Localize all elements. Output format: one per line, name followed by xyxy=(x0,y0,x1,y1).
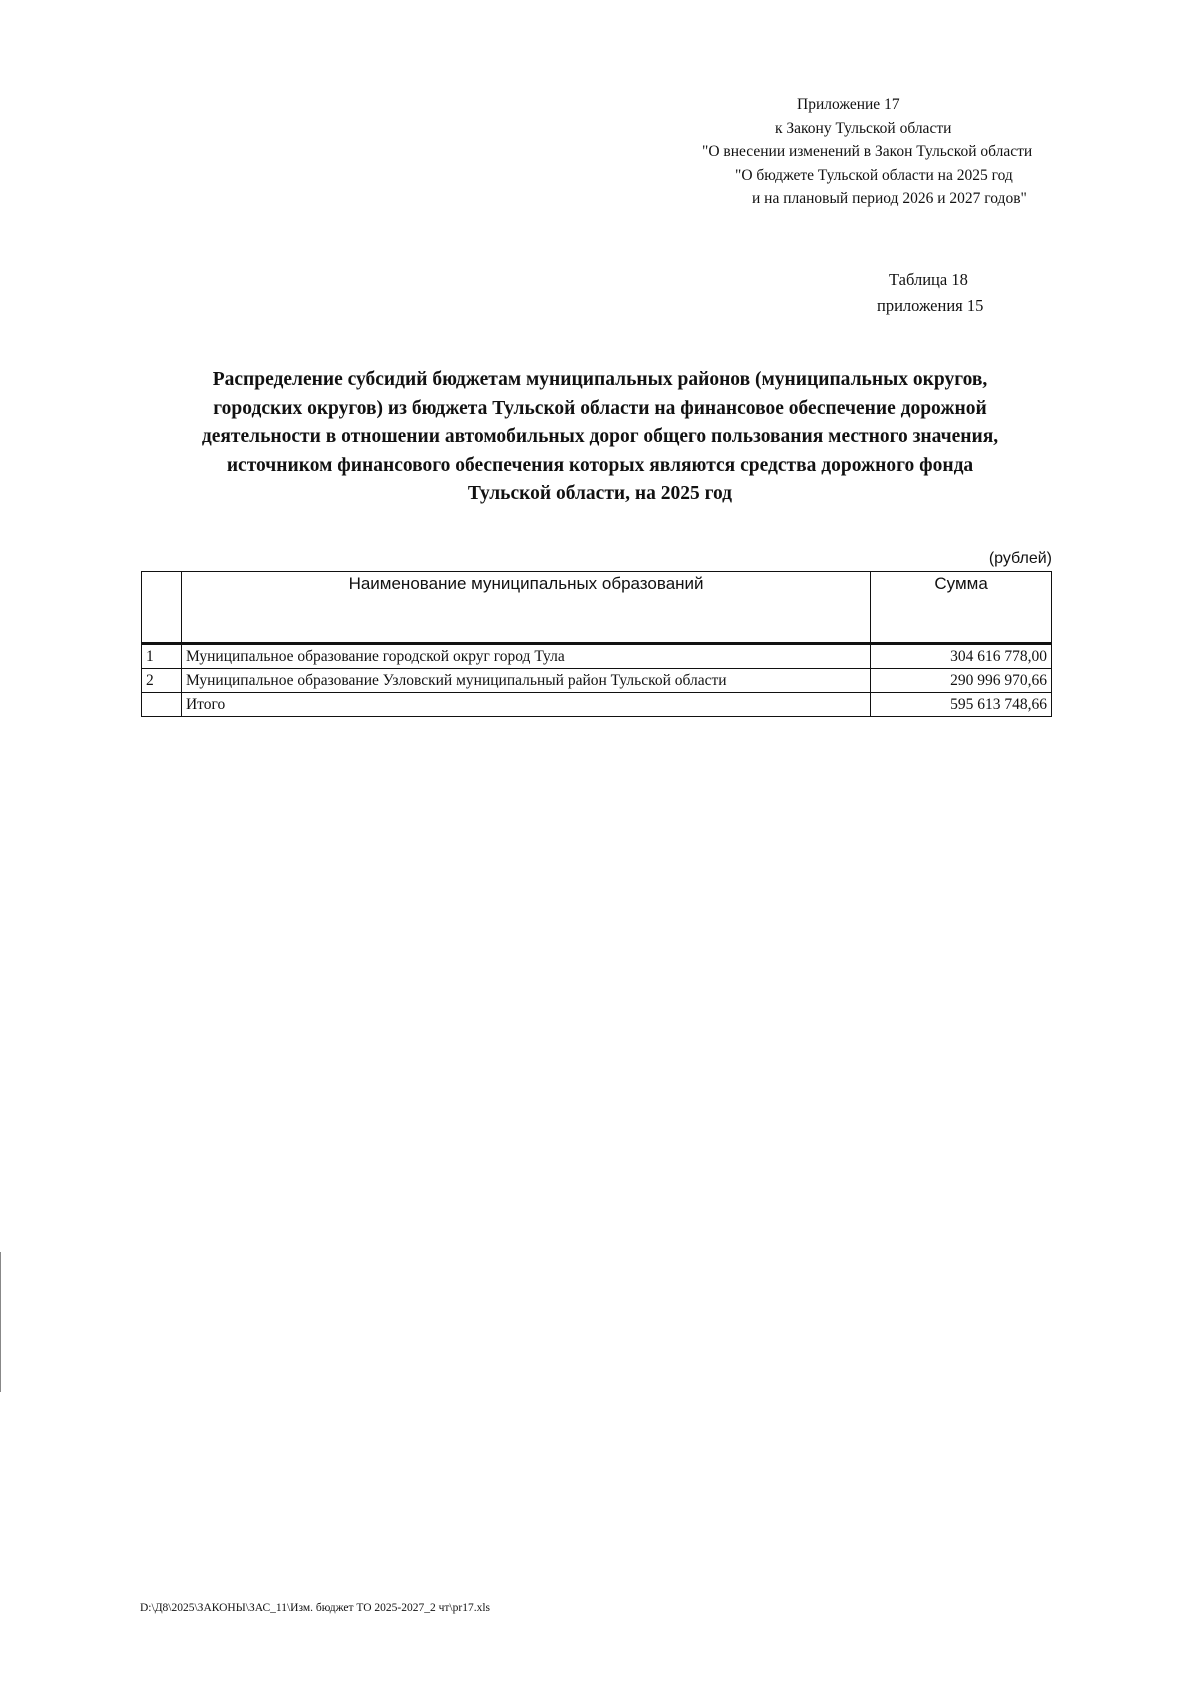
document-title xyxy=(140,366,1060,509)
row-number xyxy=(142,693,182,717)
title-line-4: источником финансового обеспечения которых являются средства дорожного фонда xyxy=(226,454,974,476)
title-line-2: городских округов) из бюджета Тульской области на финансовое обеспечение дорожной xyxy=(213,397,987,419)
table-reference-line-2: приложения 15 xyxy=(877,296,984,315)
title-line-1: Распределение субсидий бюджетам муниципальных районов (муниципальных округов, xyxy=(212,369,988,390)
row-number: 1 xyxy=(142,644,182,669)
appendix-line-3: "О внесении изменений в Закон Тульской области xyxy=(702,143,1033,160)
table-reference xyxy=(877,267,983,319)
row-sum: 595 613 748,66 xyxy=(871,693,1052,717)
title-line-5: Тульской области, на 2025 год xyxy=(467,483,733,504)
units-label: (рублей) xyxy=(988,550,1052,567)
header-sum: Сумма xyxy=(871,572,1052,644)
distribution-table xyxy=(141,571,1052,717)
table-reference-line-1: Таблица 18 xyxy=(889,270,968,289)
scan-edge-mark xyxy=(0,1252,1,1392)
row-number: 2 xyxy=(142,669,182,693)
row-sum: 304 616 778,00 xyxy=(871,644,1052,669)
header-number xyxy=(142,572,182,644)
appendix-line-4: "О бюджете Тульской области на 2025 год xyxy=(735,166,1013,184)
table-row xyxy=(142,644,1052,669)
header-name: Наименование муниципальных образований xyxy=(181,572,870,644)
appendix-header xyxy=(690,93,1050,211)
table-header-row xyxy=(142,572,1052,644)
table-row xyxy=(142,669,1052,693)
footer-file-path: D:\Д8\2025\ЗАКОНЫ\ЗАС_11\Изм. бюджет ТО 2025-2027_2 чт\pr17.xls xyxy=(140,1602,491,1614)
appendix-line-1: Приложение 17 xyxy=(797,96,900,113)
appendix-line-2: к Закону Тульской области xyxy=(775,119,952,137)
row-name: Муниципальное образование Узловский муниципальный район Тульской области xyxy=(181,669,870,693)
row-name: Муниципальное образование городской округ город Тула xyxy=(181,644,870,669)
row-sum: 290 996 970,66 xyxy=(871,669,1052,693)
title-line-3: деятельности в отношении автомобильных дорог общего пользования местного значения, xyxy=(201,426,999,447)
row-name: Итого xyxy=(181,693,870,717)
total-row xyxy=(142,693,1052,717)
appendix-line-5: и на плановый период 2026 и 2027 годов" xyxy=(752,190,1027,207)
